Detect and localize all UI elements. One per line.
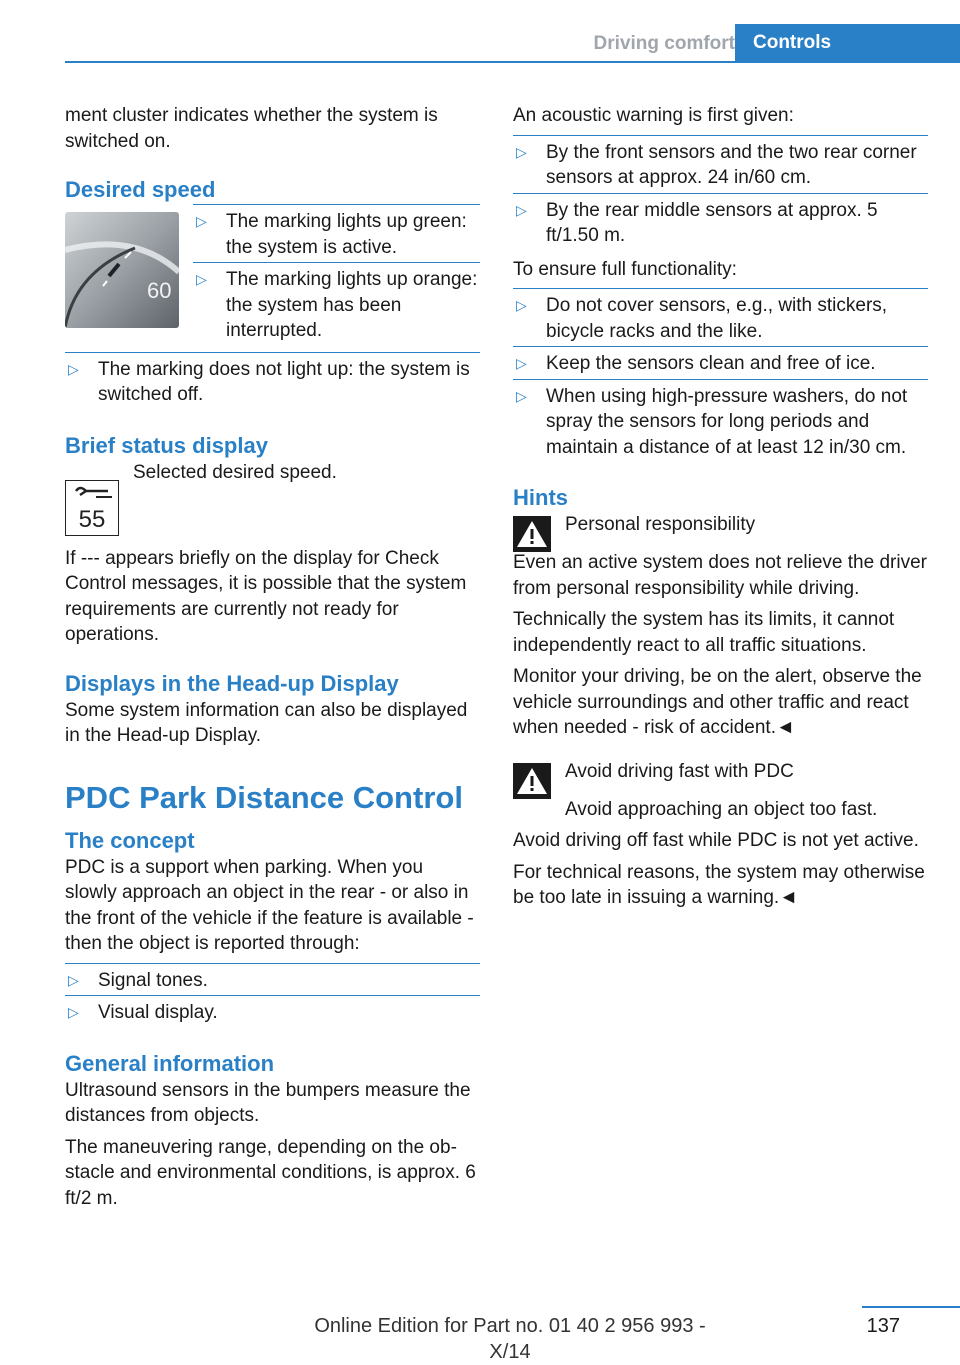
general-info-p1: Ultrasound sensors in the bumpers measure the distances from objects. (65, 1079, 471, 1126)
triangle-bullet-icon: ▷ (196, 271, 207, 287)
warning-avoid-driving-fast (513, 759, 928, 799)
warning-text: Avoid driving off fast while PDC is not yet active. (513, 830, 919, 851)
warning-text: Technically the system has its limits, it cannot independently react to all traffic situations. (513, 609, 895, 656)
list-item: ▷ The marking lights up orange: the system has been interrupted. (193, 262, 480, 346)
header-rule (65, 61, 960, 63)
right-column (513, 103, 928, 917)
warning-title: Personal responsibility (565, 514, 756, 535)
list-item: ▷ Keep the sensors clean and free of ice. (513, 346, 928, 379)
desired-speed-list (193, 204, 480, 346)
list-item: ▷ The marking lights up green: the system is active. (193, 204, 480, 262)
warning-text: Even an active system does not relieve the driver from personal responsibility while driving. (513, 552, 927, 599)
concept-list (65, 963, 480, 1028)
list-item: ▷ Do not cover sensors, e.g., with stickers, bicycle racks and the like. (513, 288, 928, 346)
warning-triangle-icon (513, 763, 551, 799)
list-item: ▷ Visual display. (65, 995, 480, 1028)
header-chapter-tab: Controls (735, 24, 960, 61)
triangle-bullet-icon: ▷ (68, 1004, 79, 1020)
pdc-title: PDC Park Distance Control (65, 779, 463, 815)
edition-footer: Online Edition for Part no. 01 40 2 956 993 - X/14 (314, 1315, 706, 1363)
desired-speed-heading: Desired speed (65, 177, 216, 202)
speedometer-image (65, 212, 179, 328)
left-column (65, 103, 480, 1217)
triangle-bullet-icon: ▷ (516, 201, 527, 218)
list-item: ▷ When using high-pressure washers, do not spray the sensors for long periods and maintain a distance of at least 12 in/30 cm. (513, 379, 928, 463)
brief-status-text: Selected desired speed. (133, 461, 337, 483)
triangle-bullet-icon: ▷ (516, 355, 527, 371)
ensure-intro: To ensure full functionality: (513, 258, 737, 280)
concept-text: PDC is a support when parking. When you slowly approach an object in the rear - or also in the front of the vehicle if the feature is available - then the object is reported through: (65, 856, 474, 954)
warning-personal-responsibility (513, 512, 928, 552)
triangle-bullet-icon: ▷ (516, 297, 527, 313)
general-info-p2: The maneuvering range, depending on the obstacle and environmental conditions, is approx. 6 ft/2 m. (65, 1136, 476, 1209)
warning-triangle-icon (513, 516, 551, 552)
concept-heading: The concept (65, 827, 195, 853)
warning-text: Avoid approaching an object too fast. (565, 798, 878, 820)
desired-speed-figure-row (65, 204, 480, 352)
acoustic-list (513, 135, 928, 251)
brief-status-heading: Brief status display (65, 432, 268, 458)
list-item: ▷ By the front sensors and the two rear corner sensors at approx. 24 in/60 cm. (513, 135, 928, 193)
warning-text: Monitor your driving, be on the alert, observe the vehicle surroundings and other traffic and react when needed - risk of accident.◄ (513, 666, 922, 738)
acoustic-intro: An acoustic warning is first given: (513, 105, 794, 126)
desired-speed-list-continued (65, 352, 480, 410)
general-info-heading: General information (65, 1050, 275, 1076)
footer-rule (862, 1306, 960, 1308)
hints-heading: Hints (513, 485, 568, 510)
hud-text: Some system information can also be displayed in the Head-up Display. (65, 699, 468, 746)
intro-text: ment cluster indicates whether the system is switched on. (65, 105, 438, 152)
triangle-bullet-icon: ▷ (196, 213, 207, 229)
icon-number: 55 (78, 505, 106, 533)
check-control-paragraph: If --- appears briefly on the display for Check Control messages, it is possible that the system requirements are currently not ready for operations. (65, 547, 467, 645)
header-section-title: Driving comfort (593, 33, 735, 54)
list-item: ▷ By the rear middle sensors at approx. 5 ft/1.50 m. (513, 193, 928, 251)
list-item: ▷ Signal tones. (65, 963, 480, 996)
list-item: ▷ The marking does not light up: the system is switched off. (65, 352, 480, 410)
warning-title: Avoid driving fast with PDC (565, 760, 794, 782)
triangle-bullet-icon: ▷ (68, 971, 79, 988)
speed-limit-55-icon (65, 480, 119, 536)
triangle-bullet-icon: ▷ (516, 143, 527, 160)
triangle-bullet-icon: ▷ (516, 387, 527, 404)
gauge-number: 60 (147, 278, 172, 303)
page-number: 137 (866, 1315, 900, 1337)
brief-status-row (65, 460, 480, 536)
triangle-bullet-icon: ▷ (68, 360, 79, 377)
ensure-list (513, 288, 928, 462)
hud-heading: Displays in the Head-up Display (65, 670, 399, 696)
warning-text: For technical reasons, the system may otherwise be too late in issuing a warning.◄ (513, 861, 925, 908)
